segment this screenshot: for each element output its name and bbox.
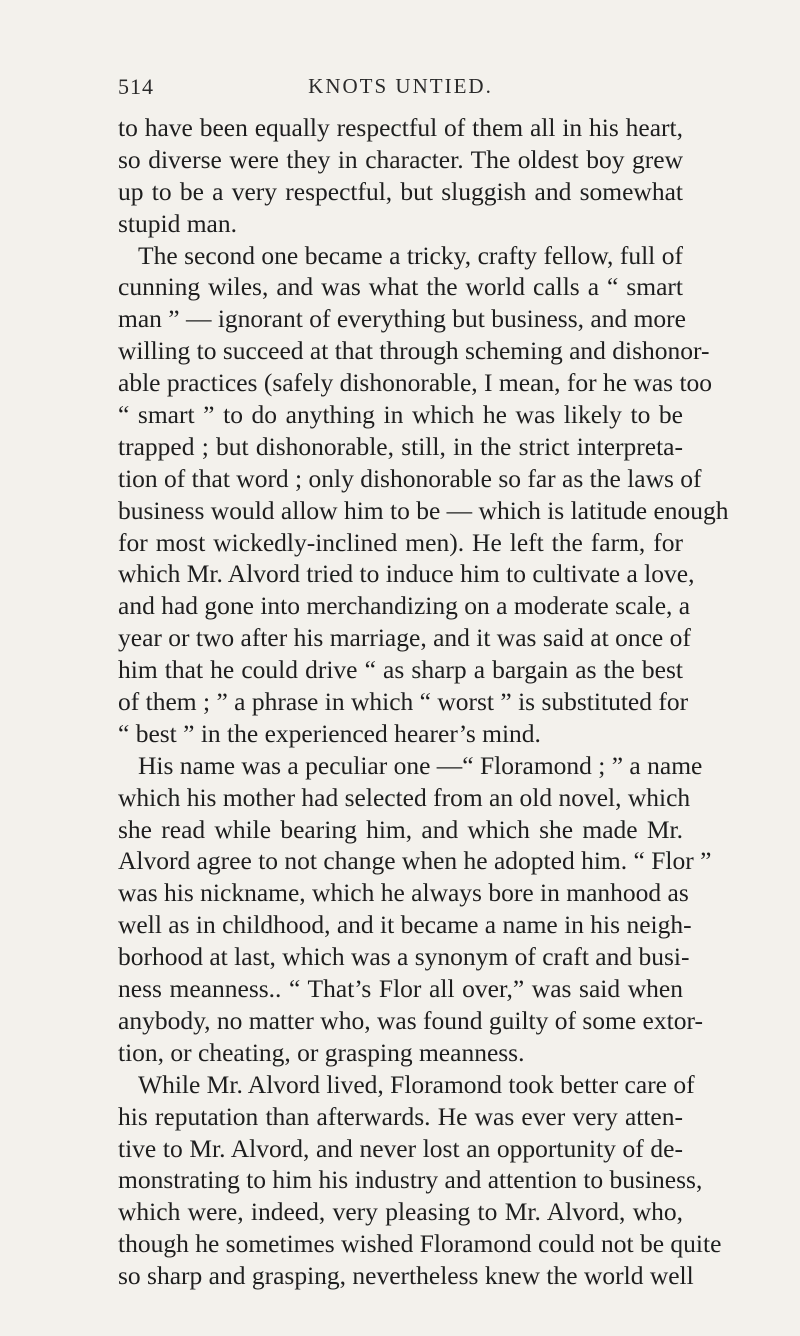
text-line: able practices (safely dishonorable, I mean, for he was too	[118, 368, 713, 398]
text-line: him that he could drive “ as sharp a bargain as the best	[118, 655, 683, 685]
text-line: year or two after his marriage, and it was said at once of	[118, 623, 691, 653]
text-line: monstrating to him his industry and attention to business,	[118, 1165, 703, 1195]
text-line: anybody, no matter who, was found guilty of some extor-	[118, 1005, 703, 1035]
text-line: “ smart ” to do anything in which he was likely to be	[118, 400, 683, 430]
text-line: willing to succeed at that through scheming and dishonor-	[118, 336, 710, 366]
page-header	[118, 74, 683, 114]
text-line: so diverse were they in character. The oldest boy grew	[118, 144, 683, 174]
text-line: which were, indeed, very pleasing to Mr. Alvord, who,	[118, 1197, 683, 1227]
text-line: business would allow him to be — which is latitude enough	[118, 495, 729, 525]
text-line: His name was a peculiar one —“ Floramond ; ” a name	[138, 750, 703, 780]
text-line: man ” — ignorant of everything but business, and more	[118, 304, 686, 334]
text-line: trapped ; but dishonorable, still, in the strict interpreta-	[118, 431, 683, 461]
text-line: though he sometimes wished Floramond could not be quite	[118, 1229, 722, 1259]
text-line: well as in childhood, and it became a name in his neigh-	[118, 910, 692, 940]
text-line: which his mother had selected from an old novel, which	[118, 782, 691, 812]
text-line: ness meanness.. “ That’s Flor all over,” was said when	[118, 974, 683, 1004]
text-line: tion, or cheating, or grasping meanness.	[118, 1037, 525, 1067]
text-line: she read while bearing him, and which she made Mr.	[118, 814, 683, 844]
text-line: Alvord agree to not change when he adopted him. “ Flor ”	[118, 846, 712, 876]
text-line: was his nickname, which he always bore in manhood as	[118, 878, 689, 908]
text-line: up to be a very respectful, but sluggish and somewhat	[118, 176, 683, 206]
text-line: so sharp and grasping, nevertheless knew the world well	[118, 1261, 694, 1291]
text-line: “ best ” in the experienced hearer’s mind.	[118, 718, 541, 748]
page-number: 514	[118, 74, 154, 99]
text-line: tion of that word ; only dishonorable so far as the laws of	[118, 463, 702, 493]
text-line: of them ; ” a phrase in which “ worst ” is substituted for	[118, 687, 689, 717]
body-text	[118, 112, 729, 1292]
text-line: While Mr. Alvord lived, Floramond took better care of	[138, 1069, 695, 1099]
text-line: stupid man.	[118, 208, 237, 238]
text-line: tive to Mr. Alvord, and never lost an opportunity of de-	[118, 1133, 683, 1163]
text-line: and had gone into merchandizing on a moderate scale, a	[118, 591, 691, 621]
text-line: cunning wiles, and was what the world calls a “ smart	[118, 272, 683, 302]
text-line: The second one became a tricky, crafty fellow, full of	[138, 240, 683, 270]
text-line: borhood at last, which was a synonym of craft and busi-	[118, 942, 690, 972]
running-head: KNOTS UNTIED.	[308, 74, 493, 98]
text-line: to have been equally respectful of them all in his heart,	[118, 113, 683, 142]
text-line: his reputation than afterwards. He was ever very atten-	[118, 1101, 683, 1131]
text-line: which Mr. Alvord tried to induce him to cultivate a love,	[118, 559, 695, 589]
text-line: for most wickedly-inclined men). He left the farm, for	[118, 527, 683, 557]
